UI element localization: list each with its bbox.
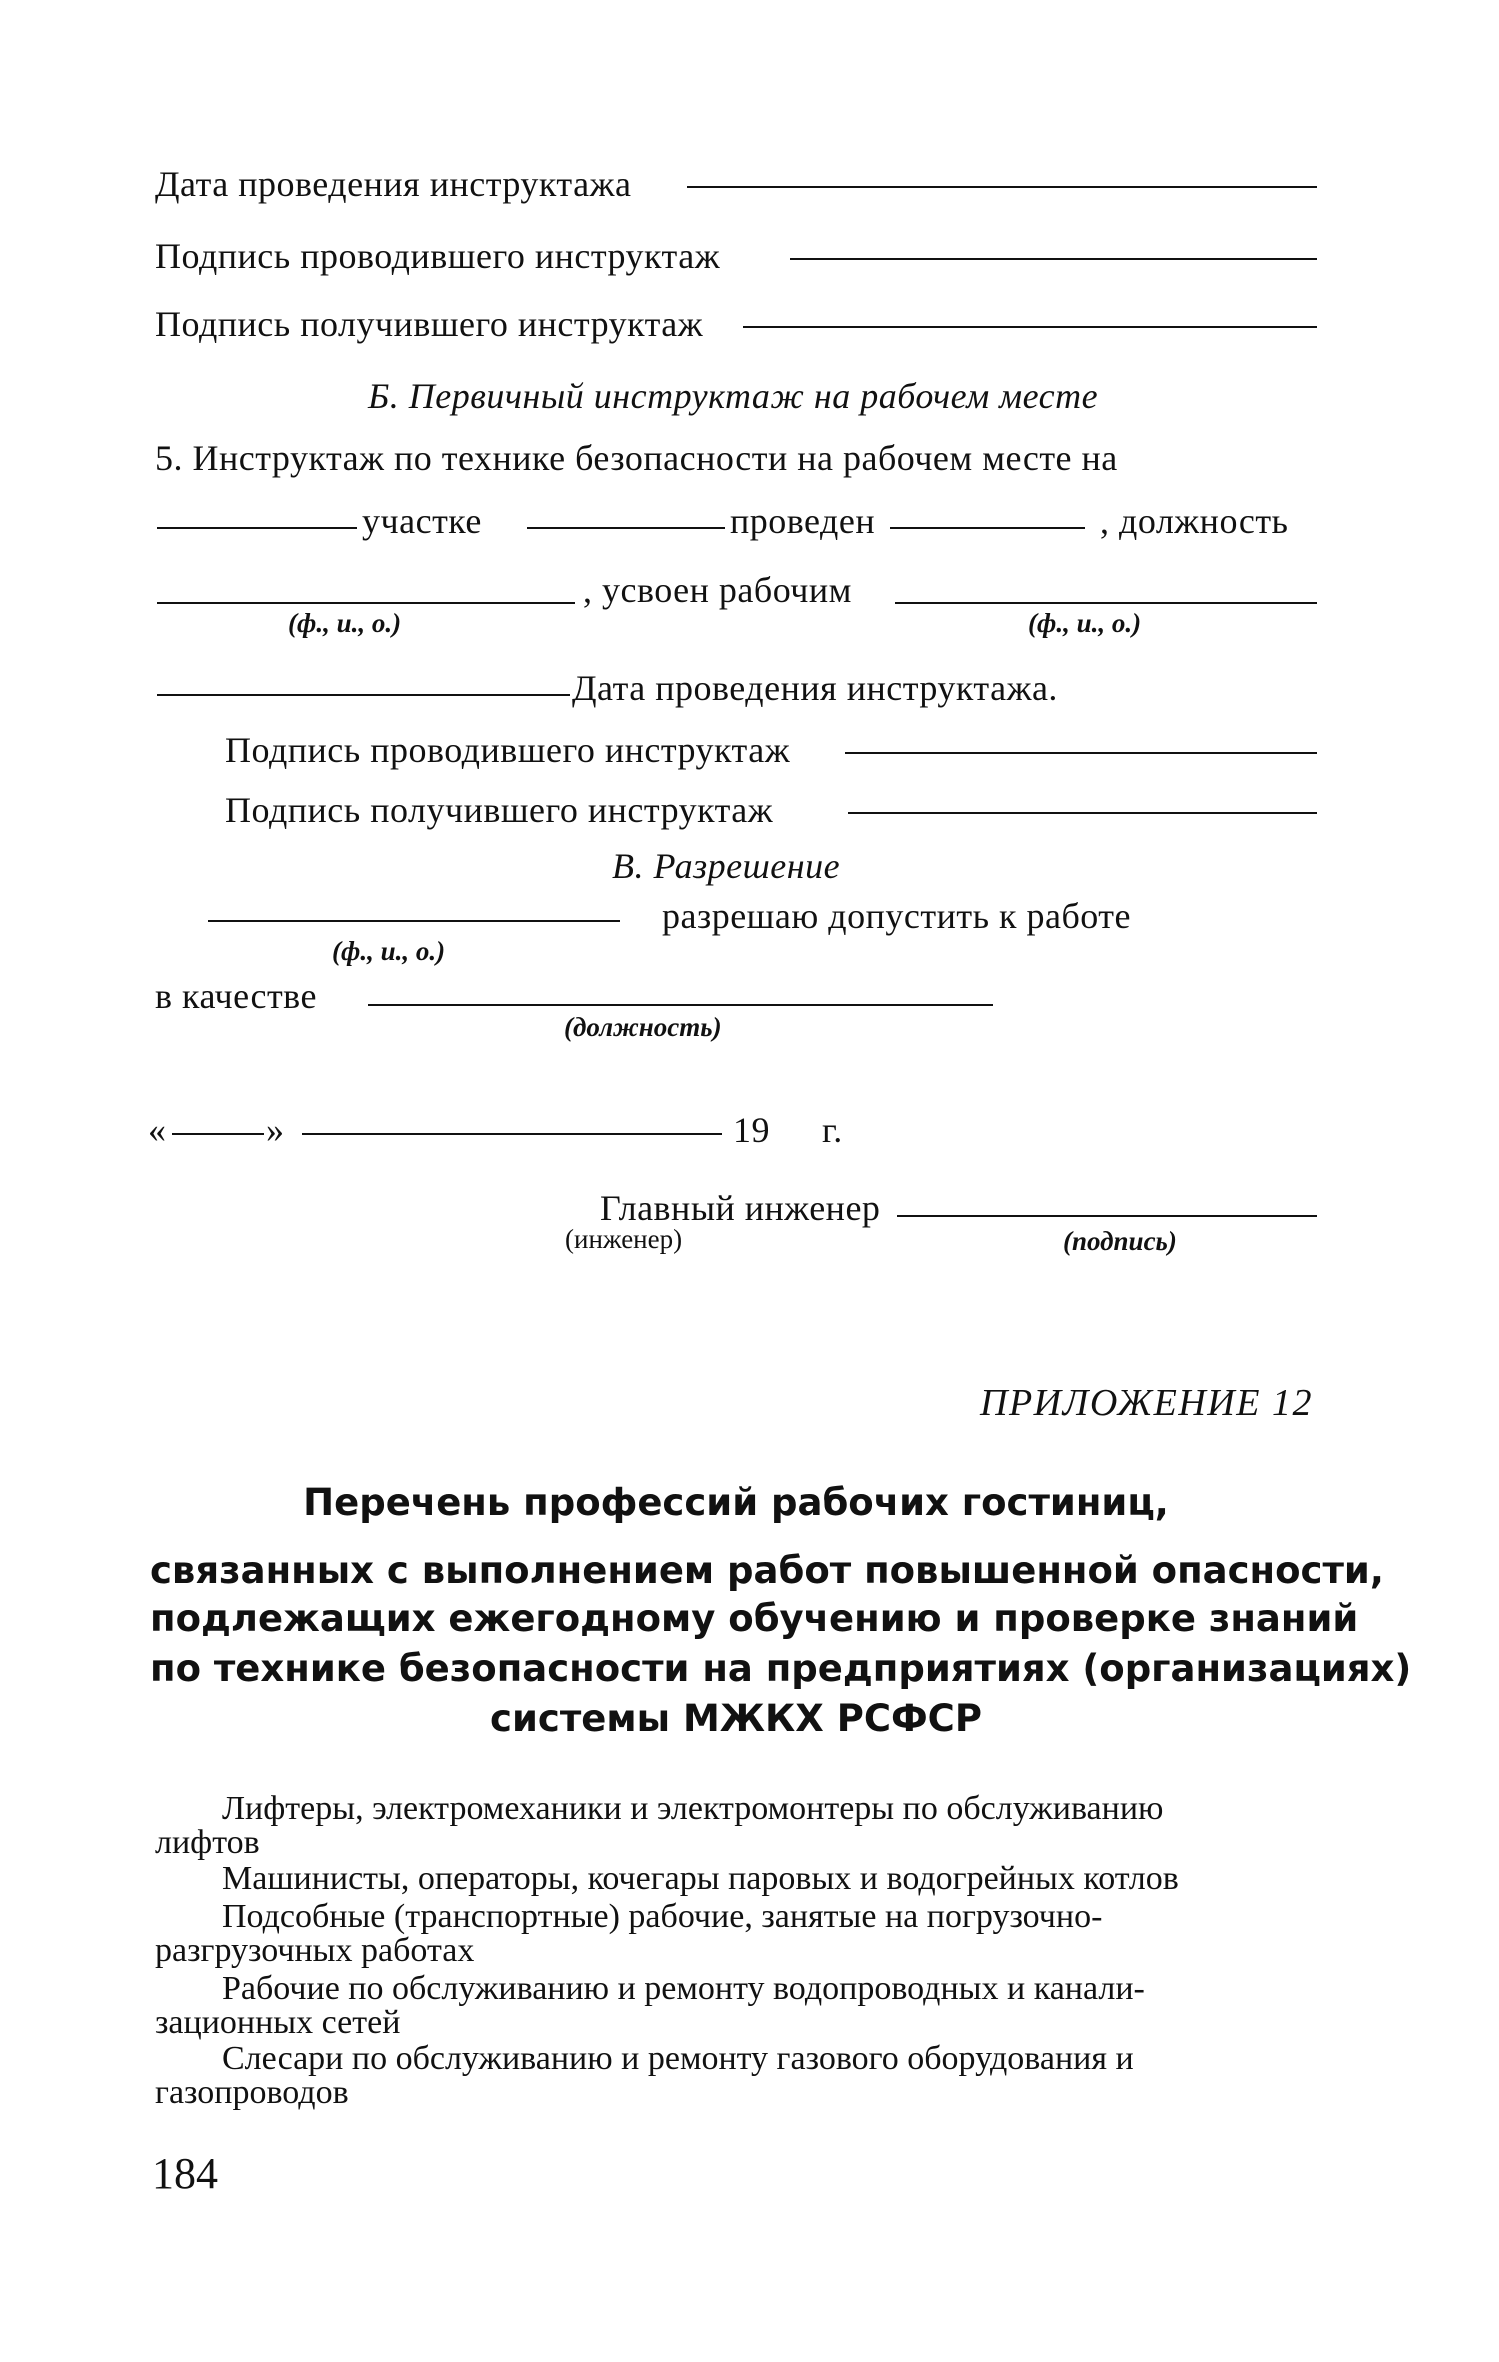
list-item-continuation: лифтов (155, 1824, 260, 1861)
page-number: 184 (152, 2149, 218, 2198)
appendix-title-line-5: системы МЖКХ РСФСР (490, 1697, 982, 1740)
instructor-fio-field[interactable] (157, 602, 575, 604)
recipient-signature-field-a[interactable] (743, 326, 1317, 328)
date-field-a[interactable] (687, 186, 1317, 188)
year-prefix: 19 (733, 1110, 770, 1150)
date-label-b: Дата проведения инструктажа. (572, 668, 1058, 708)
permit-fio-field[interactable] (208, 920, 620, 922)
engineer-caption: (инженер) (565, 1224, 683, 1254)
learned-label: , усвоен рабочим (583, 570, 852, 610)
recipient-signature-label-b: Подпись получившего инструктаж (225, 790, 774, 830)
appendix-title-line-3: подлежащих ежегодному обучению и проверке знаний (150, 1597, 1359, 1640)
date-field-b[interactable] (157, 694, 570, 696)
instructor-signature-label-b: Подпись проводившего инструктаж (225, 730, 791, 770)
list-item-continuation: зационных сетей (155, 2004, 401, 2041)
instructor-signature-label-a: Подпись проводившего инструктаж (155, 236, 721, 276)
day-field[interactable] (172, 1133, 264, 1135)
position-field[interactable] (890, 527, 1085, 529)
list-item: Подсобные (транспортные) рабочие, занятые на погрузочно- (222, 1898, 1103, 1935)
permit-fio-caption: (ф., и., о.) (332, 936, 446, 966)
appendix-title-line-1: Перечень профессий рабочих гостиниц, (303, 1481, 1169, 1524)
position-caption: (должность) (564, 1012, 722, 1042)
quote-close: » (266, 1110, 285, 1150)
item-5-text: 5. Инструктаж по технике безопасности на рабочем месте на (155, 438, 1118, 478)
conducted-label: проведен (730, 501, 876, 541)
fio-caption-left: (ф., и., о.) (288, 608, 402, 638)
list-item: Рабочие по обслуживанию и ремонту водопроводных и канали- (222, 1970, 1145, 2007)
worker-fio-field[interactable] (895, 602, 1317, 604)
permit-text: разрешаю допустить к работе (662, 896, 1132, 936)
appendix-title-line-4: по технике безопасности на предприятиях (организациях) (150, 1647, 1412, 1690)
recipient-signature-field-b[interactable] (848, 812, 1317, 814)
instructor-signature-field-a[interactable] (790, 258, 1317, 260)
recipient-signature-label-a: Подпись получившего инструктаж (155, 304, 704, 344)
signature-caption: (подпись) (1063, 1226, 1177, 1256)
year-suffix: г. (822, 1110, 843, 1150)
conducted-field-before[interactable] (527, 527, 725, 529)
list-item: Слесари по обслуживанию и ремонту газового оборудования и (222, 2040, 1134, 2077)
fio-caption-right: (ф., и., о.) (1028, 608, 1142, 638)
list-item: Машинисты, операторы, кочегары паровых и водогрейных котлов (222, 1860, 1179, 1897)
section-b-heading: Б. Первичный инструктаж на рабочем месте (368, 376, 1099, 416)
chief-engineer-signature-field[interactable] (897, 1215, 1317, 1217)
as-label: в качестве (155, 976, 317, 1016)
section-c-heading: В. Разрешение (612, 846, 841, 886)
appendix-label: ПРИЛОЖЕНИЕ 12 (980, 1382, 1313, 1424)
month-field[interactable] (302, 1133, 722, 1135)
list-item-continuation: разгрузочных работах (155, 1932, 475, 1969)
appendix-title-line-2: связанных с выполнением работ повышенной опасности, (150, 1549, 1384, 1592)
list-item-continuation: газопроводов (155, 2074, 349, 2111)
list-item: Лифтеры, электромеханики и электромонтеры по обслуживанию (222, 1790, 1164, 1827)
site-label: участке (362, 501, 482, 541)
site-field[interactable] (157, 527, 357, 529)
date-label-a: Дата проведения инструктажа (155, 164, 632, 204)
instructor-signature-field-b[interactable] (845, 752, 1317, 754)
chief-engineer-label: Главный инженер (600, 1188, 881, 1228)
quote-open: « (148, 1110, 167, 1150)
as-position-field[interactable] (368, 1004, 993, 1006)
position-label: , должность (1100, 501, 1289, 541)
